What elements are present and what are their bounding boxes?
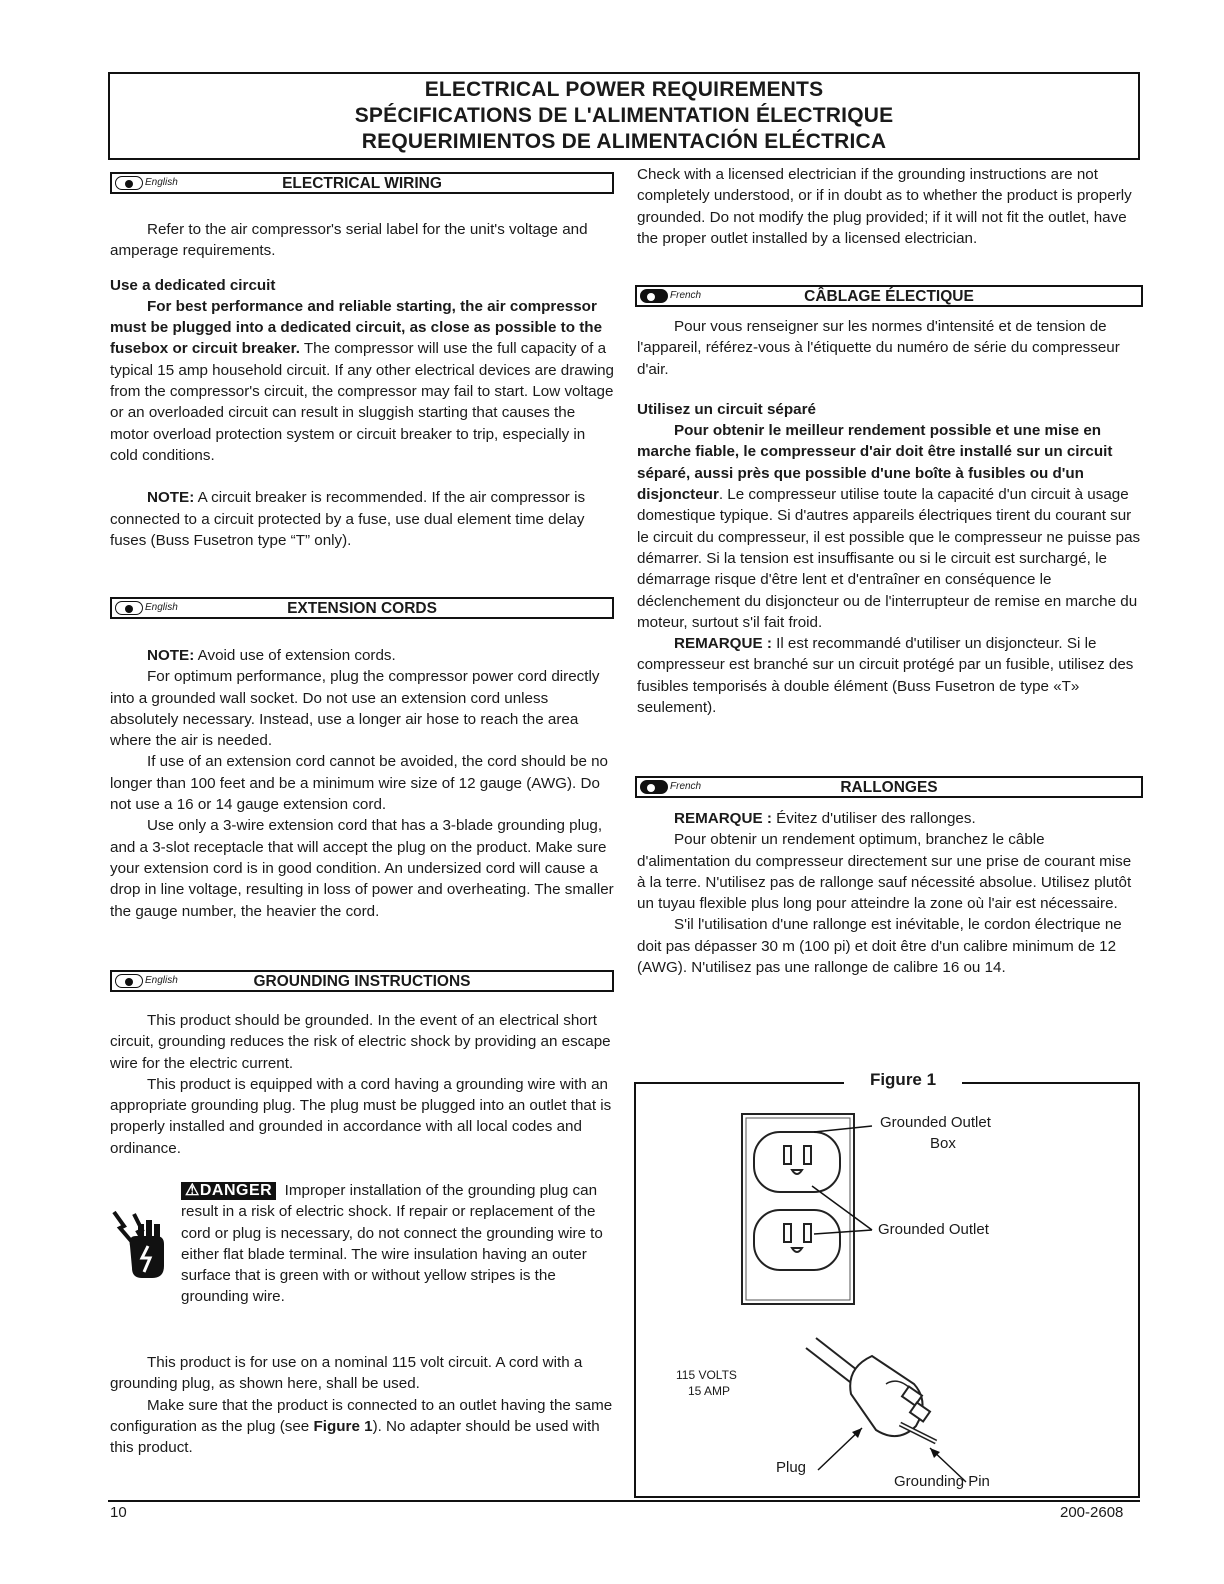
subheading: Use a dedicated circuit [110,276,276,294]
danger-block [181,1180,613,1308]
grounding-body-2 [110,1352,616,1458]
plug-icon [806,1338,936,1442]
outlet-receptacle-icon [754,1132,840,1192]
page-title-box [108,72,1140,160]
note-label: REMARQUE : [674,635,772,653]
note-label: REMARQUE : [674,810,772,827]
language-label: English [145,177,178,188]
section-title: EXTENSION CORDS [287,600,437,617]
paragraph: This product should be grounded. In the event of an electrical short circuit, grounding reduces the risk of electric shock by providing an escape wire for the electric current. [110,1012,611,1072]
footer-rule [108,1500,1140,1502]
outlet-receptacle-icon [754,1210,840,1270]
note-label: NOTE: [147,647,195,664]
language-label: English [145,602,178,613]
figure-reference: Figure 1 [313,1417,373,1435]
paragraph: Check with a licensed electrician if the grounding instructions are not completely understood, or if in doubt as to whether the product is properly grounded. Do not modify the plug provided; if it will not fit the outlet, have the proper outlet installed by a licensed electrician. [637,166,1132,247]
section-title: CÂBLAGE ÉLECTIQUE [804,288,974,305]
electrical-wiring-body [110,219,616,551]
section-header-extension-cords [110,597,614,619]
figure-1-drawing [636,1084,1138,1496]
danger-text: Improper installation of the grounding plug can result in a risk of electric shock. If repair or replacement of the cord or plug is necessary, do not connect the grounding wire to either flat blade terminal. The wire insulation having an outer surface that is green with or without yellow stripes is the grounding wire. [181,1182,603,1306]
language-label: French [670,781,702,792]
language-label: French [670,290,702,301]
paragraph: Pour obtenir un rendement optimum, branchez le câble d'alimentation du compresseur directement sur une prise de courant mise à la terre. N'utilisez pas de rallonge sauf nécessité absolue. Utilisez plutôt un tuyau flexible plus long pour atteindre la zone où l'air est nécessaire. [637,831,1132,913]
grounding-pin-label: Grounding Pin [894,1473,990,1490]
note-text: Évitez d'utiliser des rallonges. [771,810,976,827]
paragraph: The compressor will use the full capacity of a typical 15 amp household circuit. If any other electrical devices are drawing from the compressor's circuit, the compressor may fail to start. Low voltage or an overloaded circuit can result in sluggish starting that causes the motor overload protection system or circuit breaker to trip, especially in cold conditions. [110,340,614,464]
electric-shock-hand-icon [110,1206,172,1282]
section-header-rallonges [635,776,1143,798]
extension-cords-body [110,645,616,922]
bold-lead: Pour obtenir le meilleur rendement possible et une mise en marche fiable, le compresseur d'air doit être installé sur un circuit séparé, aussi près que possible d'une boîte à fusibles ou d'un disjoncteur [637,422,1113,504]
section-header-cablage [635,285,1143,307]
grounded-outlet-box-label-2: Box [930,1135,956,1152]
cablage-body [637,316,1141,718]
title-english: ELECTRICAL POWER REQUIREMENTS [424,78,824,101]
section-header-grounding [110,970,614,992]
section-title: GROUNDING INSTRUCTIONS [253,973,471,990]
grounded-outlet-box-label: Grounded Outlet [880,1114,991,1131]
paragraph: For optimum performance, plug the compressor power cord directly into a grounded wall socket. Do not use an extension cord unless absolutely necessary. Instead, use a longer air hose to reach the area where the air is needed. [110,668,600,750]
title-spanish: REQUERIMIENTOS DE ALIMENTACIÓN ELÉCTRICA [361,130,887,153]
language-label: English [145,975,178,986]
note-text: A circuit breaker is recommended. If the air compressor is connected to a circuit protected by a fuse, use dual element time delay fuses (Buss Fusetron type “T” only). [110,489,586,549]
section-title: RALLONGES [840,779,938,796]
title-french: SPÉCIFICATIONS DE L'ALIMENTATION ÉLECTRIQUE [354,104,894,127]
volts-label: 115 VOLTS [676,1368,737,1382]
rallonges-body [637,808,1141,978]
page-number: 10 [110,1504,127,1521]
danger-badge: ⚠DANGER [181,1182,276,1200]
paragraph: This product is equipped with a cord having a grounding wire with an appropriate grounding plug. The plug must be plugged into an outlet that is properly installed and grounded in accordance with all local codes and ordinance. [110,1075,612,1157]
plug-label: Plug [776,1459,807,1476]
amps-label: 15 AMP [688,1384,731,1398]
paragraph: Refer to the air compressor's serial label for the unit's voltage and amperage requirements. [110,221,588,260]
paragraph: Make sure that the product is connected to an outlet having the same configuration as the plug (see [110,1396,613,1435]
grounded-outlet-label: Grounded Outlet [878,1221,989,1238]
section-header-electrical-wiring [110,172,614,194]
note-text: Avoid use of extension cords. [194,647,396,664]
section-title: ELECTRICAL WIRING [282,175,442,192]
note-text: Il est recommandé d'utiliser un disjoncteur. Si le compresseur est branché sur un circuit protégé par un fusible, utilisez des fusibles temporisés à double élément (Buss Fusetron de type «T» seulement). [637,635,1134,717]
paragraph: ). No adapter should be used with this product. [110,1417,600,1457]
figure-title: Figure 1 [869,1070,937,1089]
paragraph: Pour vous renseigner sur les normes d'intensité et de tension de l'appareil, référez-vous à l'étiquette du numéro de série du compresseur d'air. [637,318,1120,378]
paragraph: S'il l'utilisation d'une rallonge est inévitable, le cordon électrique ne doit pas dépasser 30 m (100 pi) et doit être d'un calibre minimum de 12 (AWG). N'utilisez pas une rallonge de calibre 16 ou 14. [637,916,1122,977]
paragraph: . Le compresseur utilise toute la capacité d'un circuit à usage domestique typique. Si d'autres appareils électriques tirent du courant sur le circuit du compresseur, il est possible que le compresseur ne puisse pas démarrer. Si la tension est insuffisante ou si le circuit est surchargé, le démarrage risque d'être lent et d'entraîner en conséquence le déclenchement du disjoncteur ou de l'interrupteur de remise en marche du moteur, surtout s'il fait froid. [637,486,1141,631]
grounding-body [110,1010,616,1159]
grounding-continued [637,164,1141,249]
document-code: 200-2608 [1060,1504,1124,1521]
subheading: Utilisez un circuit séparé [637,400,816,418]
note-label: NOTE: [147,489,195,507]
bold-lead: For best performance and reliable starting, the air compressor must be plugged into a dedicated circuit, as close as possible to the fusebox or circuit breaker. [110,297,603,358]
paragraph: Use only a 3-wire extension cord that has a 3-blade grounding plug, and a 3-slot receptacle that will accept the plug on the product. Make sure your extension cord is in good condition. An undersized cord will cause a drop in line voltage, resulting in loss of power and overheating. The smaller the gauge number, the heavier the cord. [110,817,614,920]
paragraph: If use of an extension cord cannot be avoided, the cord should be no longer than 100 feet and be a minimum wire size of 12 gauge (AWG). Do not use a 16 or 14 gauge extension cord. [110,753,609,814]
paragraph: This product is for use on a nominal 115 volt circuit. A cord with a grounding plug, as shown here, shall be used. [110,1354,583,1393]
